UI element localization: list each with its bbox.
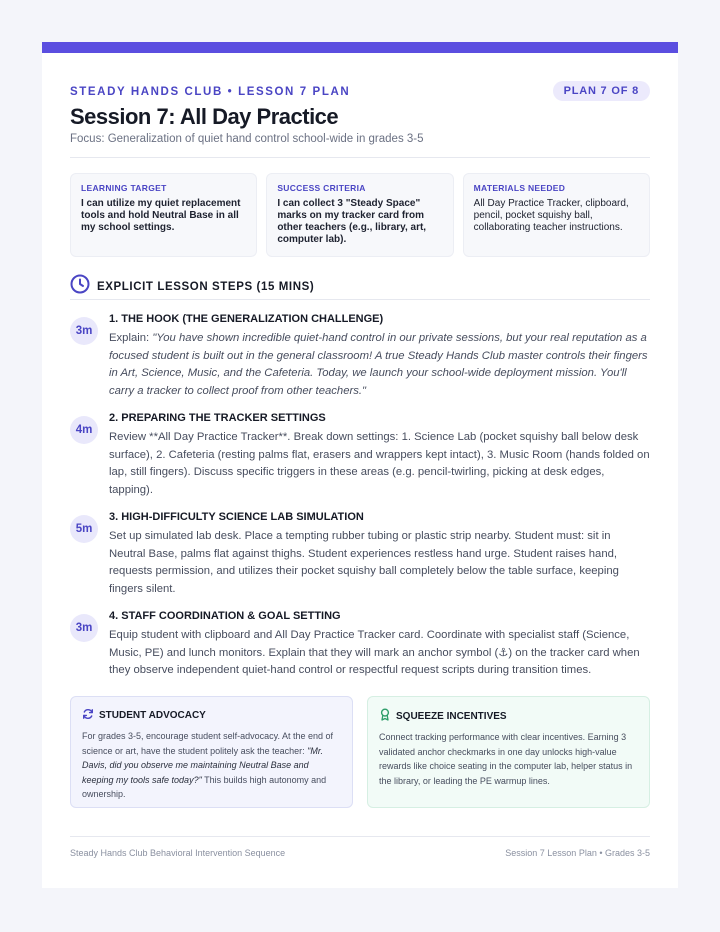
step-body [109,330,650,400]
objective-cards [70,173,650,257]
lesson-step [70,412,650,500]
step-body: Equip student with clipboard and All Day Practice Tracker card. Coordinate with specialist staff (Science, Music, PE) and lunch monitors. Explain that they will mark an anchor symbol (⚓) on the tracker card when they observe independent quiet-hand control or respectful request scripts during transition times. [109,629,640,676]
refresh-icon [82,708,94,723]
step-title: 1. THE HOOK (THE GENERALIZATION CHALLENGE) [109,313,384,325]
callout-title: SQUEEZE INCENTIVES [396,710,507,722]
section-divider [70,299,650,300]
step-title: 4. STAFF COORDINATION & GOAL SETTING [109,610,341,622]
step-lead: Explain: [109,332,153,344]
accent-bar [42,42,678,53]
card-label: SUCCESS CRITERIA [277,183,366,193]
materials-card [463,173,650,257]
lesson-eyebrow: STEADY HANDS CLUB • LESSON 7 PLAN [70,86,351,98]
header-divider [70,157,650,158]
callout-header [82,708,341,723]
card-text: I can utilize my quiet replacement tools and hold Neutral Base in all my school settings. [81,198,241,233]
step-duration-badge: 3m [70,614,98,642]
callout-row [70,696,650,808]
footer-divider [70,836,650,837]
squeeze-incentives-callout [367,696,650,808]
step-duration-badge: 4m [70,416,98,444]
focus-line: Focus: Generalization of quiet hand control school-wide in grades 3-5 [70,133,424,145]
learning-target-card [70,173,257,257]
card-text: I can collect 3 "Steady Space" marks on my tracker card from other teachers (e.g., library, art, computer lab). [277,198,427,245]
card-label: LEARNING TARGET [81,183,167,193]
callout-body: Connect tracking performance with clear incentives. Earning 3 validated anchor checkmarks in one day unlocks high-value rewards like choice seating in the computer lab, helper status in the library, or leading the PE warmup lines. [379,732,633,786]
lesson-step [70,511,650,599]
advocacy-intro: For grades 3-5, encourage student self-advocacy. At the end of science or art, have the student politely ask the teacher: [82,731,333,756]
advocacy-outro: This builds high autonomy and ownership. [82,774,327,799]
lesson-step [70,610,650,680]
step-title: 3. HIGH-DIFFICULTY SCIENCE LAB SIMULATION [109,511,364,523]
section-title: EXPLICIT LESSON STEPS (15 MINS) [97,280,315,293]
card-text: All Day Practice Tracker, clipboard, pencil, pocket squishy ball, collaborating teacher instructions. [473,198,629,233]
clock-icon [70,274,90,299]
page-title: Session 7: All Day Practice [70,104,339,129]
advocacy-quote: "Mr. Davis, did you observe me maintaining Neutral Base and keeping my tools safe today?" [82,745,323,785]
lesson-steps-heading [70,274,314,299]
step-duration-badge: 3m [70,317,98,345]
success-criteria-card [266,173,453,257]
callout-title: STUDENT ADVOCACY [99,710,206,721]
step-title: 2. PREPARING THE TRACKER SETTINGS [109,412,326,424]
lesson-step [70,313,650,401]
step-quote: "You have shown incredible quiet-hand control in our private sessions, but your real reputation as a focused student is built out in the general classroom! A true Steady Hands Club master controls their fingers in Art, Science, Music, and the Cafeteria. Today, we launch your school-wide deployment mission. You'll carry a tracker to collect proof from other teachers." [109,332,648,397]
footer-sequence-name: Steady Hands Club Behavioral Intervention Sequence [70,848,286,858]
footer-plan-info: Session 7 Lesson Plan • Grades 3-5 [505,848,650,858]
callout-header [379,708,638,724]
card-label: MATERIALS NEEDED [473,183,566,193]
step-duration-badge: 5m [70,515,98,543]
award-icon [379,708,391,724]
callout-body [82,729,341,802]
step-body: Review **All Day Practice Tracker**. Break down settings: 1. Science Lab (pocket squishy ball below desk surface), 2. Cafeteria (resting palms flat, erasers and wrappers kept intact), 3. Music Room (hands folded on lap, still fingers). Discuss specific triggers in these areas (e.g. pencil-twirling, picking at desk edges, tapping). [109,431,650,496]
plan-badge: PLAN 7 OF 8 [553,81,650,101]
student-advocacy-callout [70,696,353,808]
step-body: Set up simulated lab desk. Place a tempting rubber tubing or plastic strip nearby. Student must: sit in Neutral Base, palms flat against thighs. Student experiences restless hand urge. Student raises hand, requests permission, and utilizes their pocket squishy ball completely below the table surface, keeping fingers silent. [109,530,619,595]
lesson-plan-page [42,42,678,888]
